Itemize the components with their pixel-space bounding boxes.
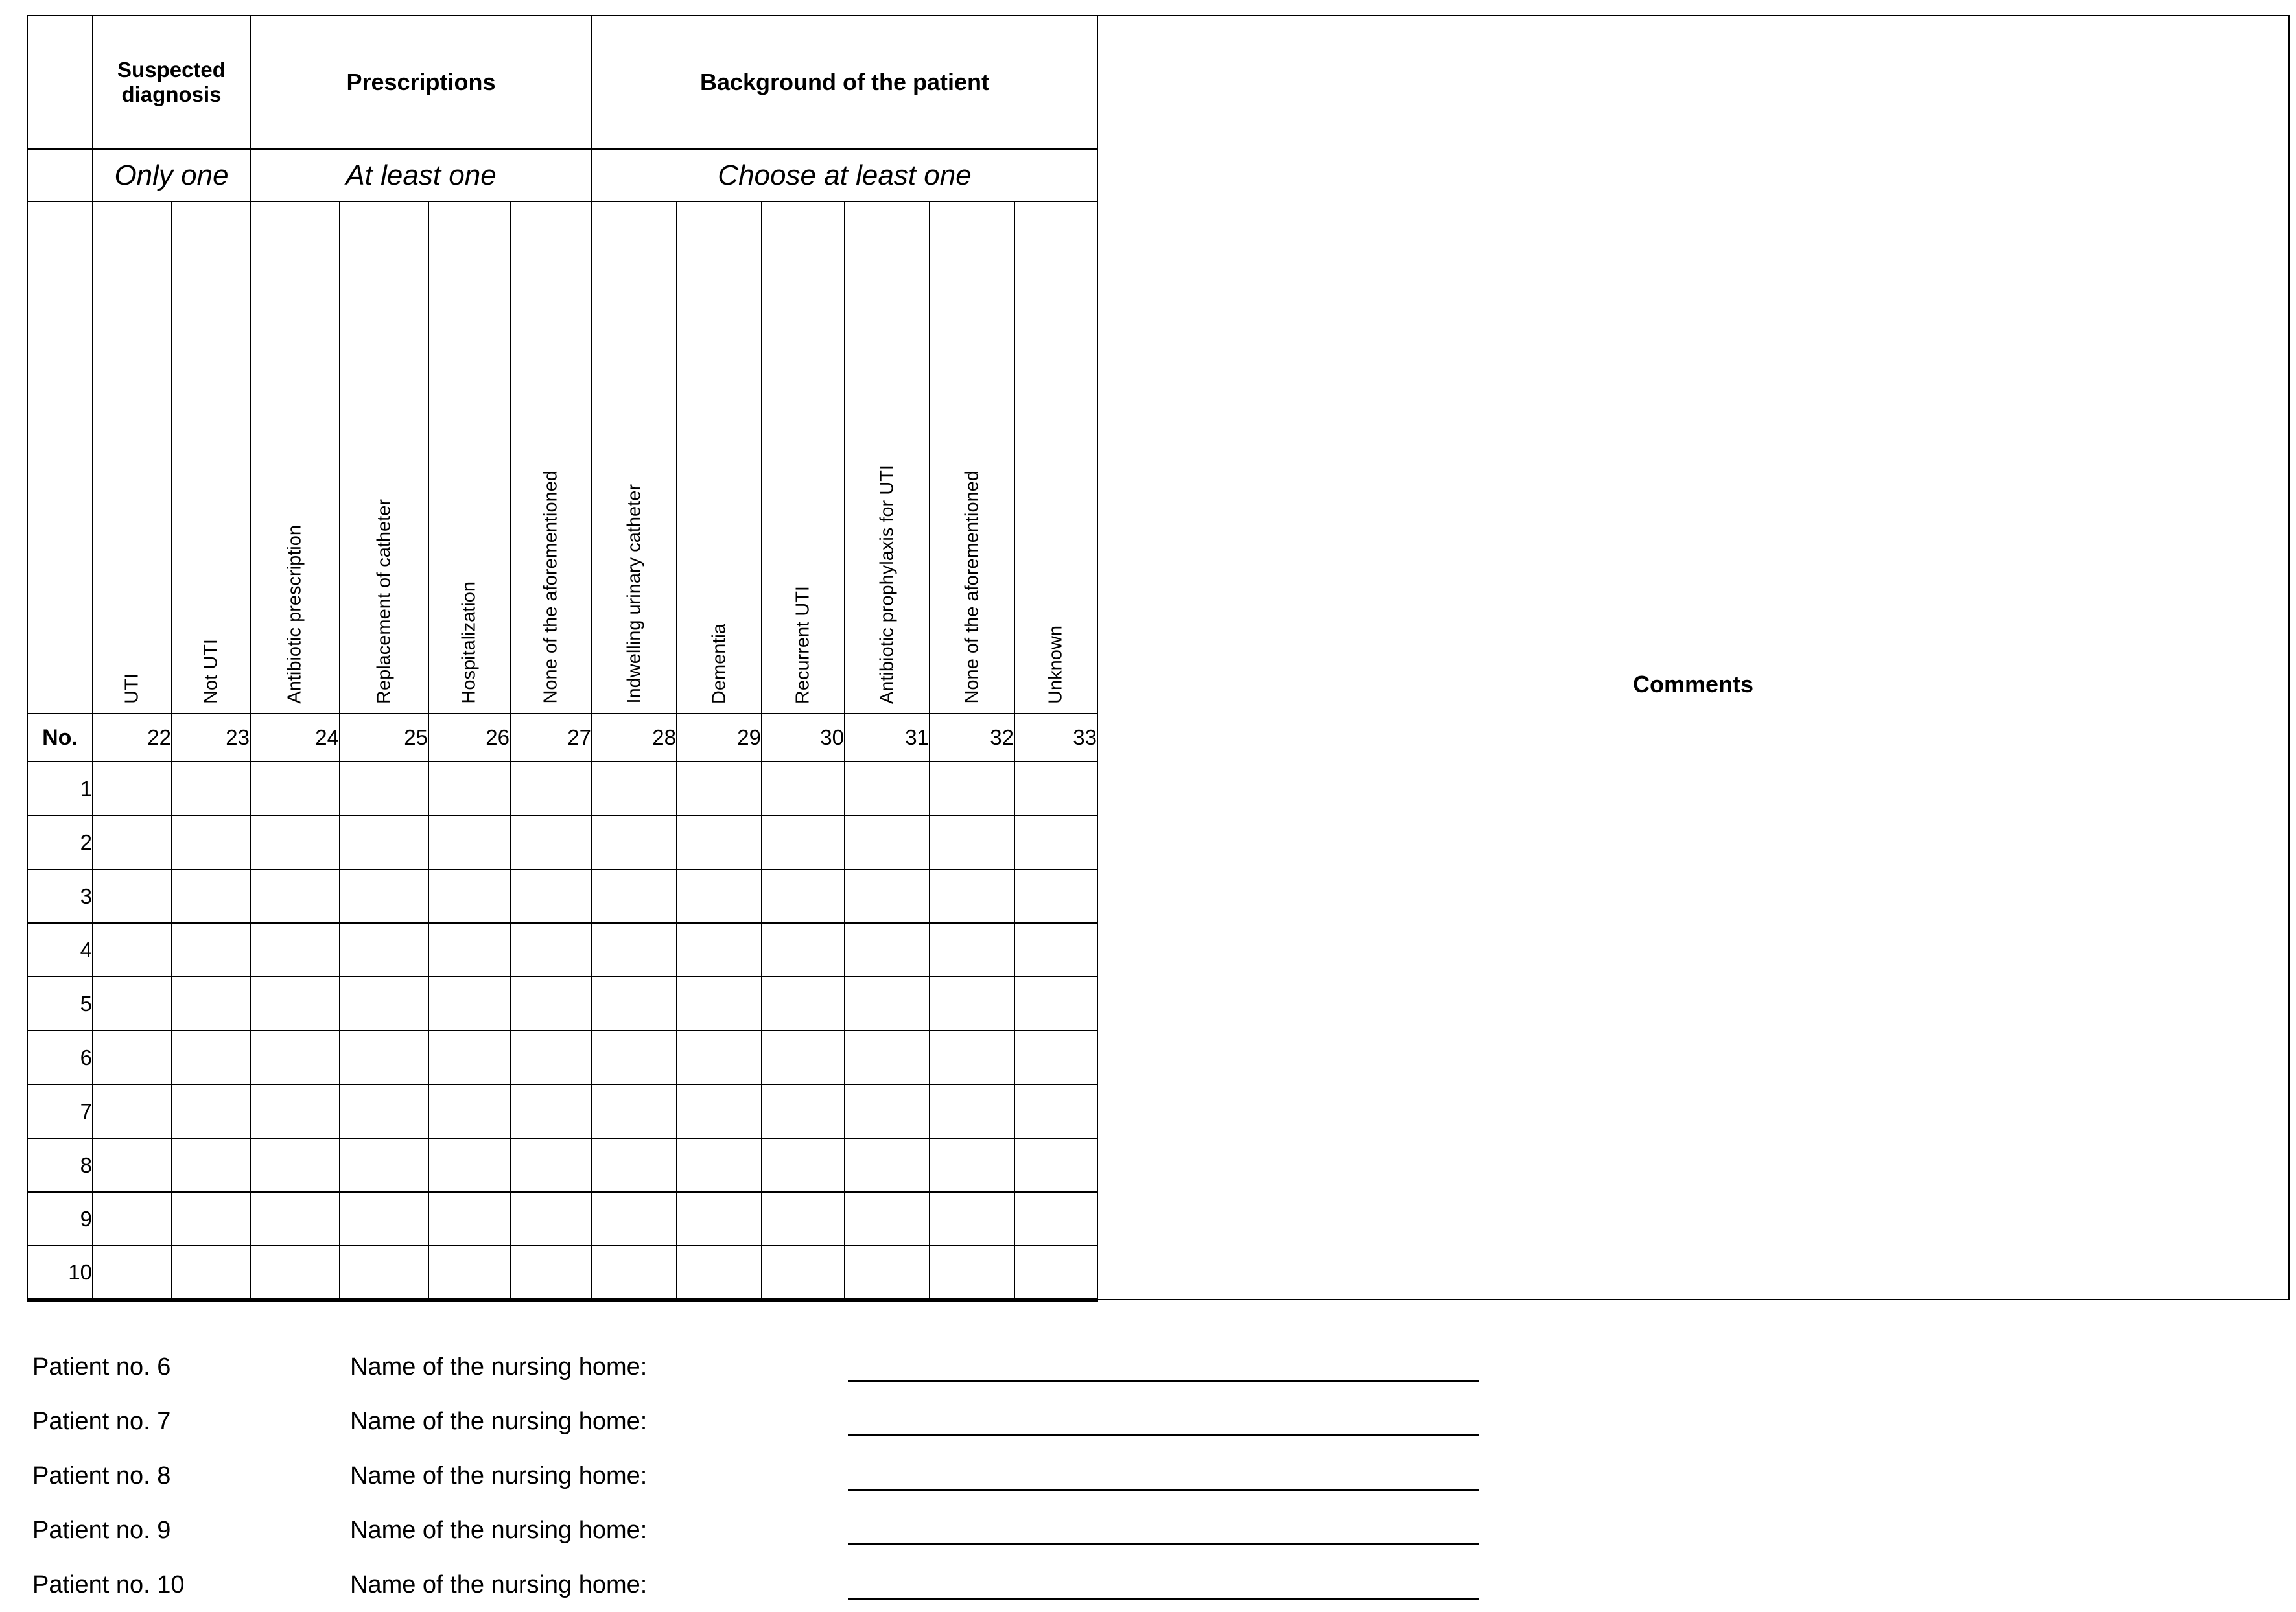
grid-cell[interactable] (677, 923, 762, 977)
comments-column[interactable] (1097, 16, 2289, 1300)
grid-cell[interactable] (93, 1246, 172, 1300)
grid-cell[interactable] (1014, 977, 1097, 1031)
group-header-background: Background of the patient (592, 16, 1097, 149)
grid-cell[interactable] (930, 869, 1014, 923)
grid-cell[interactable] (93, 923, 172, 977)
vertical-label: None of the aforementioned (961, 471, 982, 704)
spacer-cell (27, 149, 93, 202)
grid-cell[interactable] (172, 977, 250, 1031)
vertical-label: Unknown (1045, 625, 1066, 704)
patient-label: Patient no. 6 (32, 1353, 171, 1381)
grid-cell[interactable] (677, 869, 762, 923)
grid-cell[interactable] (340, 869, 428, 923)
vertical-label: None of the aforementioned (540, 471, 561, 704)
grid-cell[interactable] (930, 977, 1014, 1031)
grid-cell[interactable] (510, 869, 592, 923)
column-number-27: 27 (510, 714, 592, 762)
grid-cell[interactable] (250, 1246, 340, 1300)
grid-cell[interactable] (845, 815, 930, 869)
grid-cell[interactable] (93, 1192, 172, 1246)
grid-cell[interactable] (340, 1084, 428, 1138)
group-header-prescriptions: Prescriptions (250, 16, 592, 149)
spacer-cell (27, 16, 93, 149)
grid-cell[interactable] (845, 1246, 930, 1300)
vertical-label: Dementia (709, 623, 729, 704)
grid-cell[interactable] (930, 1138, 1014, 1192)
grid-cell[interactable] (845, 923, 930, 977)
grid-cell[interactable] (845, 1192, 930, 1246)
grid-cell[interactable] (677, 1031, 762, 1084)
grid-cell[interactable] (592, 815, 677, 869)
grid-cell[interactable] (592, 1192, 677, 1246)
grid-cell[interactable] (592, 1138, 677, 1192)
subtitle-choose-at-least-one: Choose at least one (592, 149, 1097, 202)
grid-cell[interactable] (172, 762, 250, 815)
grid-cell[interactable] (250, 977, 340, 1031)
column-number-23: 23 (172, 714, 250, 762)
column-label-antibiotic-prophylaxis (845, 202, 930, 714)
row-number: 5 (27, 977, 93, 1031)
grid-cell[interactable] (93, 869, 172, 923)
grid-cell[interactable] (762, 1138, 845, 1192)
grid-cell[interactable] (510, 1031, 592, 1084)
grid-cell[interactable] (762, 1084, 845, 1138)
row-number: 9 (27, 1192, 93, 1246)
vertical-label: UTI (121, 673, 143, 704)
grid-cell[interactable] (1014, 1246, 1097, 1300)
grid-cell[interactable] (930, 815, 1014, 869)
grid-cell[interactable] (250, 762, 340, 815)
grid-cell[interactable] (172, 869, 250, 923)
footer-row (32, 1503, 1479, 1558)
grid-cell[interactable] (340, 923, 428, 977)
grid-cell[interactable] (172, 1246, 250, 1300)
fill-in-line[interactable] (848, 1407, 1479, 1436)
grid-cell[interactable] (845, 869, 930, 923)
grid-cell[interactable] (172, 1138, 250, 1192)
grid-cell[interactable] (510, 923, 592, 977)
grid-cell[interactable] (93, 1031, 172, 1084)
grid-cell[interactable] (340, 977, 428, 1031)
survey-table (27, 15, 2290, 1302)
grid-cell[interactable] (677, 1084, 762, 1138)
grid-cell[interactable] (428, 1246, 510, 1300)
grid-cell[interactable] (428, 977, 510, 1031)
grid-cell[interactable] (428, 1031, 510, 1084)
grid-cell[interactable] (93, 762, 172, 815)
group-header-suspected-diagnosis: Suspected diagnosis (93, 16, 250, 149)
grid-cell[interactable] (1014, 1192, 1097, 1246)
grid-cell[interactable] (340, 1192, 428, 1246)
spacer-cell (27, 202, 93, 714)
grid-cell[interactable] (762, 977, 845, 1031)
grid-cell[interactable] (93, 815, 172, 869)
nursing-home-label: Name of the nursing home: (350, 1516, 648, 1544)
grid-cell[interactable] (250, 1138, 340, 1192)
column-number-26: 26 (428, 714, 510, 762)
grid-cell[interactable] (340, 1031, 428, 1084)
grid-cell[interactable] (340, 762, 428, 815)
nursing-home-label: Name of the nursing home: (350, 1407, 648, 1435)
grid-cell[interactable] (677, 977, 762, 1031)
grid-cell[interactable] (250, 1084, 340, 1138)
grid-cell[interactable] (845, 1138, 930, 1192)
row-number: 1 (27, 762, 93, 815)
vertical-label: Antibiotic prescription (284, 525, 305, 704)
row-number: 2 (27, 815, 93, 869)
row-number: 10 (27, 1246, 93, 1300)
patient-label: Patient no. 10 (32, 1571, 185, 1598)
grid-cell[interactable] (1014, 869, 1097, 923)
row-number: 7 (27, 1084, 93, 1138)
grid-cell[interactable] (845, 1031, 930, 1084)
grid-cell[interactable] (677, 1192, 762, 1246)
grid-cell[interactable] (930, 1192, 1014, 1246)
column-number-32: 32 (930, 714, 1014, 762)
subtitle-at-least-one: At least one (250, 149, 592, 202)
column-number-25: 25 (340, 714, 428, 762)
grid-cell[interactable] (340, 1246, 428, 1300)
vertical-label: Recurrent UTI (792, 585, 814, 704)
grid-cell[interactable] (592, 762, 677, 815)
grid-cell[interactable] (172, 815, 250, 869)
grid-cell[interactable] (428, 762, 510, 815)
grid-cell[interactable] (93, 1084, 172, 1138)
column-number-28: 28 (592, 714, 677, 762)
footer (32, 1340, 1479, 1612)
row-number: 3 (27, 869, 93, 923)
grid-cell[interactable] (250, 869, 340, 923)
grid-cell[interactable] (677, 1138, 762, 1192)
column-label-antibiotic-prescription (250, 202, 340, 714)
column-number-31: 31 (845, 714, 930, 762)
grid-cell[interactable] (930, 1246, 1014, 1300)
grid-cell[interactable] (172, 1192, 250, 1246)
grid-cell[interactable] (250, 1031, 340, 1084)
vertical-label: Hospitalization (458, 581, 480, 704)
nursing-home-label: Name of the nursing home: (350, 1353, 648, 1381)
grid-cell[interactable] (510, 1192, 592, 1246)
grid-cell[interactable] (172, 923, 250, 977)
grid-cell[interactable] (930, 1031, 1014, 1084)
grid-cell[interactable] (1014, 1031, 1097, 1084)
column-label-dementia (677, 202, 762, 714)
subtitle-only-one: Only one (93, 149, 250, 202)
column-label-replacement-of-catheter (340, 202, 428, 714)
grid-cell[interactable] (1014, 762, 1097, 815)
row-header-no: No. (27, 714, 93, 762)
grid-cell[interactable] (592, 869, 677, 923)
grid-cell[interactable] (845, 977, 930, 1031)
footer-row (32, 1340, 1479, 1394)
grid-cell[interactable] (762, 1192, 845, 1246)
vertical-label: Antibiotic prophylaxis for UTI (876, 464, 897, 704)
grid-cell[interactable] (250, 923, 340, 977)
patient-label: Patient no. 8 (32, 1462, 171, 1489)
grid-cell[interactable] (510, 1138, 592, 1192)
grid-cell[interactable] (250, 1192, 340, 1246)
vertical-label: Replacement of catheter (373, 499, 394, 704)
column-label-not-uti (172, 202, 250, 714)
footer-row (32, 1449, 1479, 1503)
column-number-29: 29 (677, 714, 762, 762)
row-number: 6 (27, 1031, 93, 1084)
grid-cell[interactable] (762, 923, 845, 977)
column-label-none-prescriptions (510, 202, 592, 714)
column-label-indwelling-catheter (592, 202, 677, 714)
grid-cell[interactable] (677, 762, 762, 815)
grid-cell[interactable] (762, 1246, 845, 1300)
patient-label: Patient no. 9 (32, 1516, 171, 1544)
grid-cell[interactable] (428, 923, 510, 977)
row-number: 4 (27, 923, 93, 977)
grid-cell[interactable] (592, 923, 677, 977)
grid-cell[interactable] (930, 762, 1014, 815)
column-label-none-background (930, 202, 1014, 714)
grid-cell[interactable] (592, 1031, 677, 1084)
nursing-home-label: Name of the nursing home: (350, 1462, 648, 1489)
grid-cell[interactable] (510, 1084, 592, 1138)
fill-in-line[interactable] (848, 1515, 1479, 1545)
vertical-label: Not UTI (200, 639, 221, 704)
column-label-recurrent-uti (762, 202, 845, 714)
grid-cell[interactable] (1014, 815, 1097, 869)
grid-cell[interactable] (340, 815, 428, 869)
grid-cell[interactable] (762, 762, 845, 815)
grid-cell[interactable] (428, 1084, 510, 1138)
grid-cell[interactable] (1014, 1084, 1097, 1138)
grid-cell[interactable] (172, 1084, 250, 1138)
patient-label: Patient no. 7 (32, 1407, 171, 1435)
grid-cell[interactable] (428, 869, 510, 923)
column-number-24: 24 (250, 714, 340, 762)
grid-cell[interactable] (677, 1246, 762, 1300)
vertical-label: Indwelling urinary catheter (624, 484, 644, 704)
grid-cell[interactable] (1014, 923, 1097, 977)
grid-cell[interactable] (93, 977, 172, 1031)
grid-cell[interactable] (592, 977, 677, 1031)
footer-row (32, 1558, 1479, 1612)
column-label-uti (93, 202, 172, 714)
grid-cell[interactable] (428, 815, 510, 869)
grid-cell[interactable] (510, 1246, 592, 1300)
grid-cell[interactable] (510, 762, 592, 815)
grid-cell[interactable] (1014, 1138, 1097, 1192)
column-label-hospitalization (428, 202, 510, 714)
grid-cell[interactable] (762, 815, 845, 869)
column-number-22: 22 (93, 714, 172, 762)
grid-cell[interactable] (93, 1138, 172, 1192)
fill-in-line[interactable] (848, 1461, 1479, 1491)
grid-cell[interactable] (510, 977, 592, 1031)
grid-cell[interactable] (845, 762, 930, 815)
grid-cell[interactable] (510, 815, 592, 869)
column-label-unknown (1014, 202, 1097, 714)
grid-cell[interactable] (930, 923, 1014, 977)
column-number-33: 33 (1014, 714, 1097, 762)
grid-cell[interactable] (592, 1246, 677, 1300)
grid-cell[interactable] (677, 815, 762, 869)
row-number: 8 (27, 1138, 93, 1192)
nursing-home-label: Name of the nursing home: (350, 1571, 648, 1598)
comments-header: Comments (1632, 670, 1754, 697)
grid-cell[interactable] (250, 815, 340, 869)
column-number-30: 30 (762, 714, 845, 762)
grid-cell[interactable] (340, 1138, 428, 1192)
grid-cell[interactable] (428, 1138, 510, 1192)
grid-cell[interactable] (428, 1192, 510, 1246)
grid-cell[interactable] (592, 1084, 677, 1138)
grid-cell[interactable] (172, 1031, 250, 1084)
grid-cell[interactable] (845, 1084, 930, 1138)
grid-cell[interactable] (762, 869, 845, 923)
grid-cell[interactable] (930, 1084, 1014, 1138)
footer-row (32, 1394, 1479, 1449)
fill-in-line[interactable] (848, 1570, 1479, 1600)
fill-in-line[interactable] (848, 1352, 1479, 1382)
grid-cell[interactable] (762, 1031, 845, 1084)
